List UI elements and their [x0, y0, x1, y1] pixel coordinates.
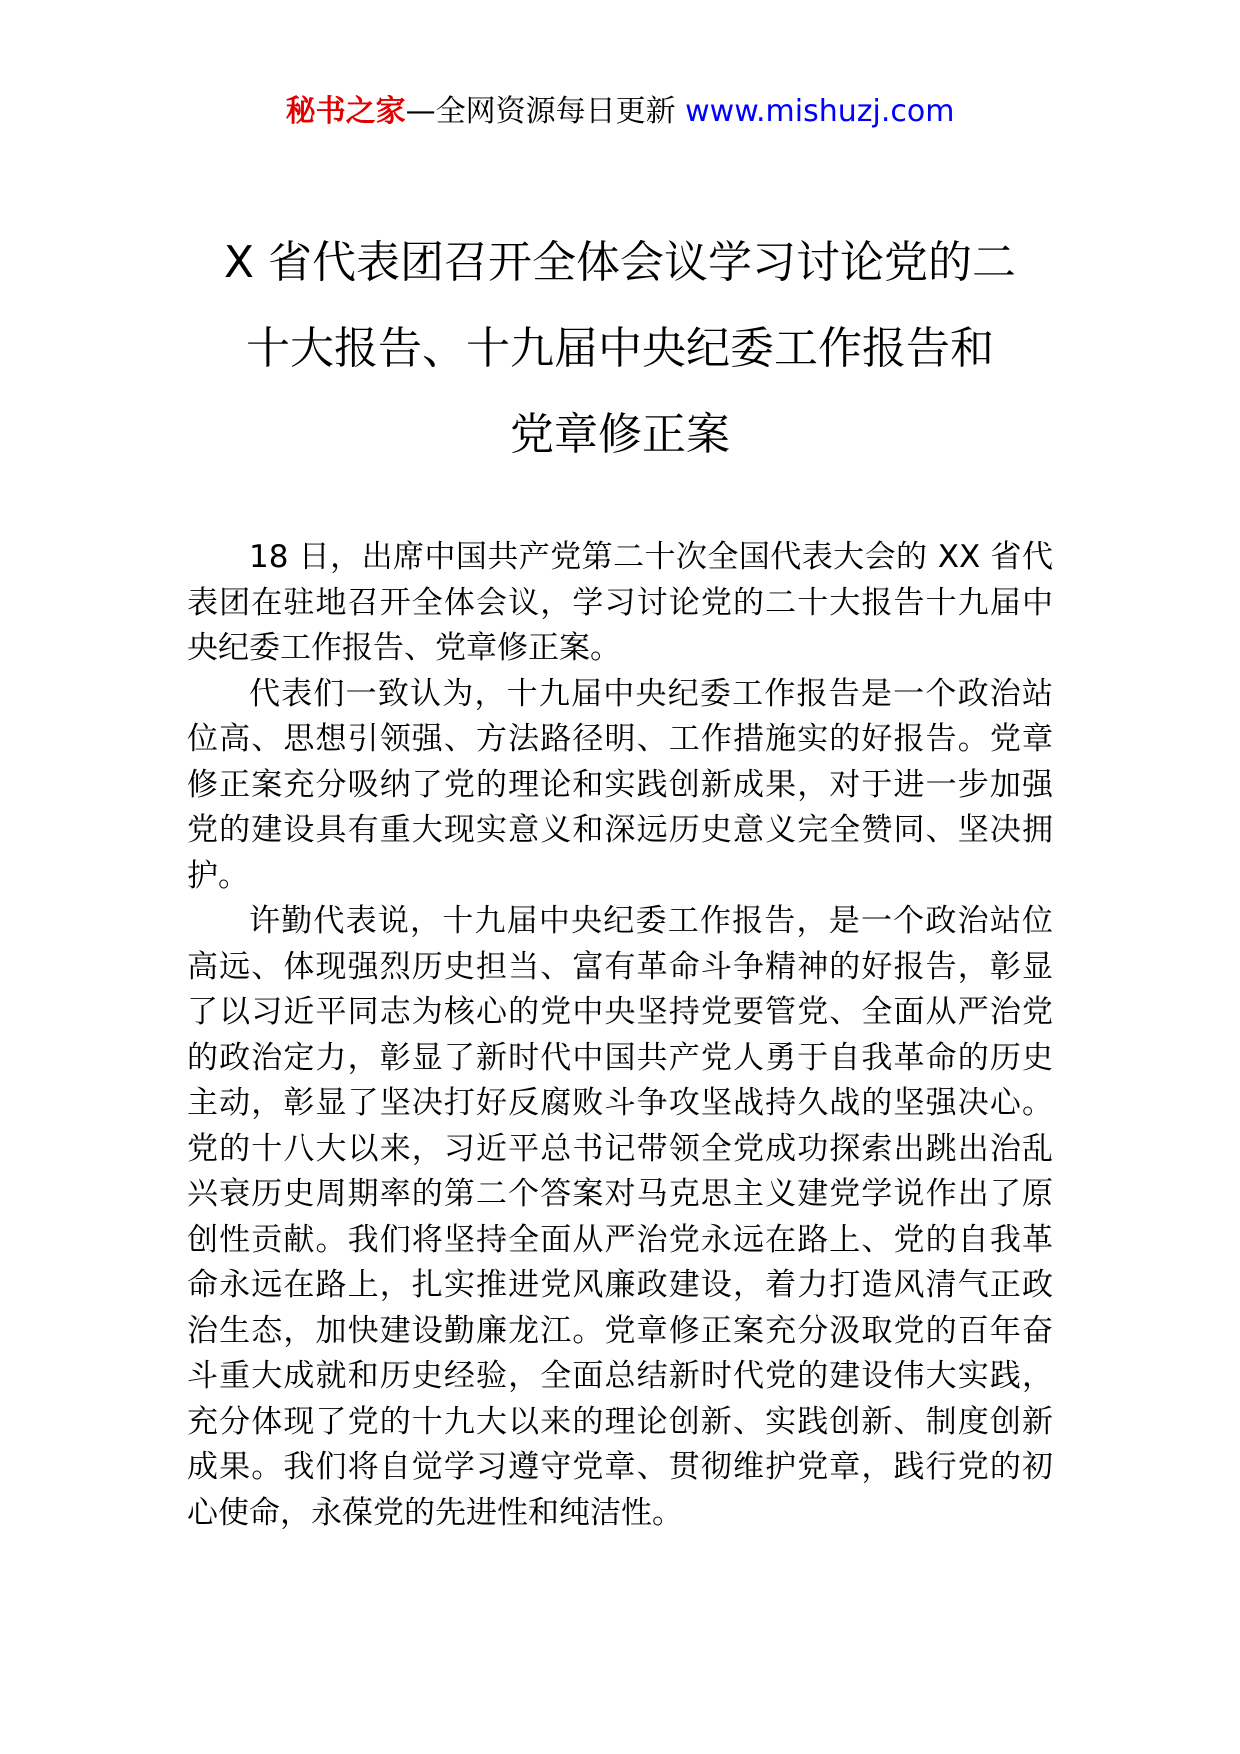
brand-name: 秘书之家 — [285, 94, 406, 129]
paragraph: 许勤代表说，十九届中央纪委工作报告，是一个政治站位高远、体现强烈历史担当、富有革命斗争精神的好报告，彰显了以习近平同志为核心的党中央坚持党要管党、全面从严治党的政治定力，彰显了新时代中国共产党人勇于自我革命的历史主动，彰显了坚决打好反腐败斗争攻坚战持久战的坚强决心。党的十八大以来，习近平总书记带领全党成功探索出跳出治乱兴衰历史周期率的第二个答案对马克思主义建党学说作出了原创性贡献。我们将坚持全面从严治党永远在路上、党的自我革命永远在路上，扎实推进党风廉政建设，着力打造风清气正政治生态，加快建设勤廉龙江。党章修正案充分汲取党的百年奋斗重大成就和历史经验，全面总结新时代党的建设伟大实践，充分体现了党的十九大以来的理论创新、实践创新、制度创新成果。我们将自觉学习遵守党章、贯彻维护党章，践行党的初心使命，永葆党的先进性和纯洁性。 — [187, 903, 1053, 1531]
site-header — [0, 92, 1240, 132]
title-line: 党章修正案 — [510, 409, 730, 460]
document-body — [187, 535, 1053, 1536]
title-line: X 省代表团召开全体会议学习讨论党的二 — [223, 237, 1017, 288]
paragraph: 代表们一致认为，十九届中央纪委工作报告是一个政治站位高、思想引领强、方法路径明、工作措施实的好报告。党章修正案充分吸纳了党的理论和实践创新成果，对于进一步加强党的建设具有重大现实意义和深远历史意义完全赞同、坚决拥护。 — [187, 675, 1053, 894]
title-line: 十大报告、十九届中央纪委工作报告和 — [246, 323, 994, 374]
document-title — [150, 220, 1090, 478]
header-tagline: —全网资源每日更新 — [405, 94, 676, 129]
site-url-link[interactable]: www.mishuzj.com — [685, 94, 955, 129]
paragraph: 18 日，出席中国共产党第二十次全国代表大会的 XX 省代表团在驻地召开全体会议，学习讨论党的二十大报告十九届中央纪委工作报告、党章修正案。 — [187, 539, 1053, 666]
